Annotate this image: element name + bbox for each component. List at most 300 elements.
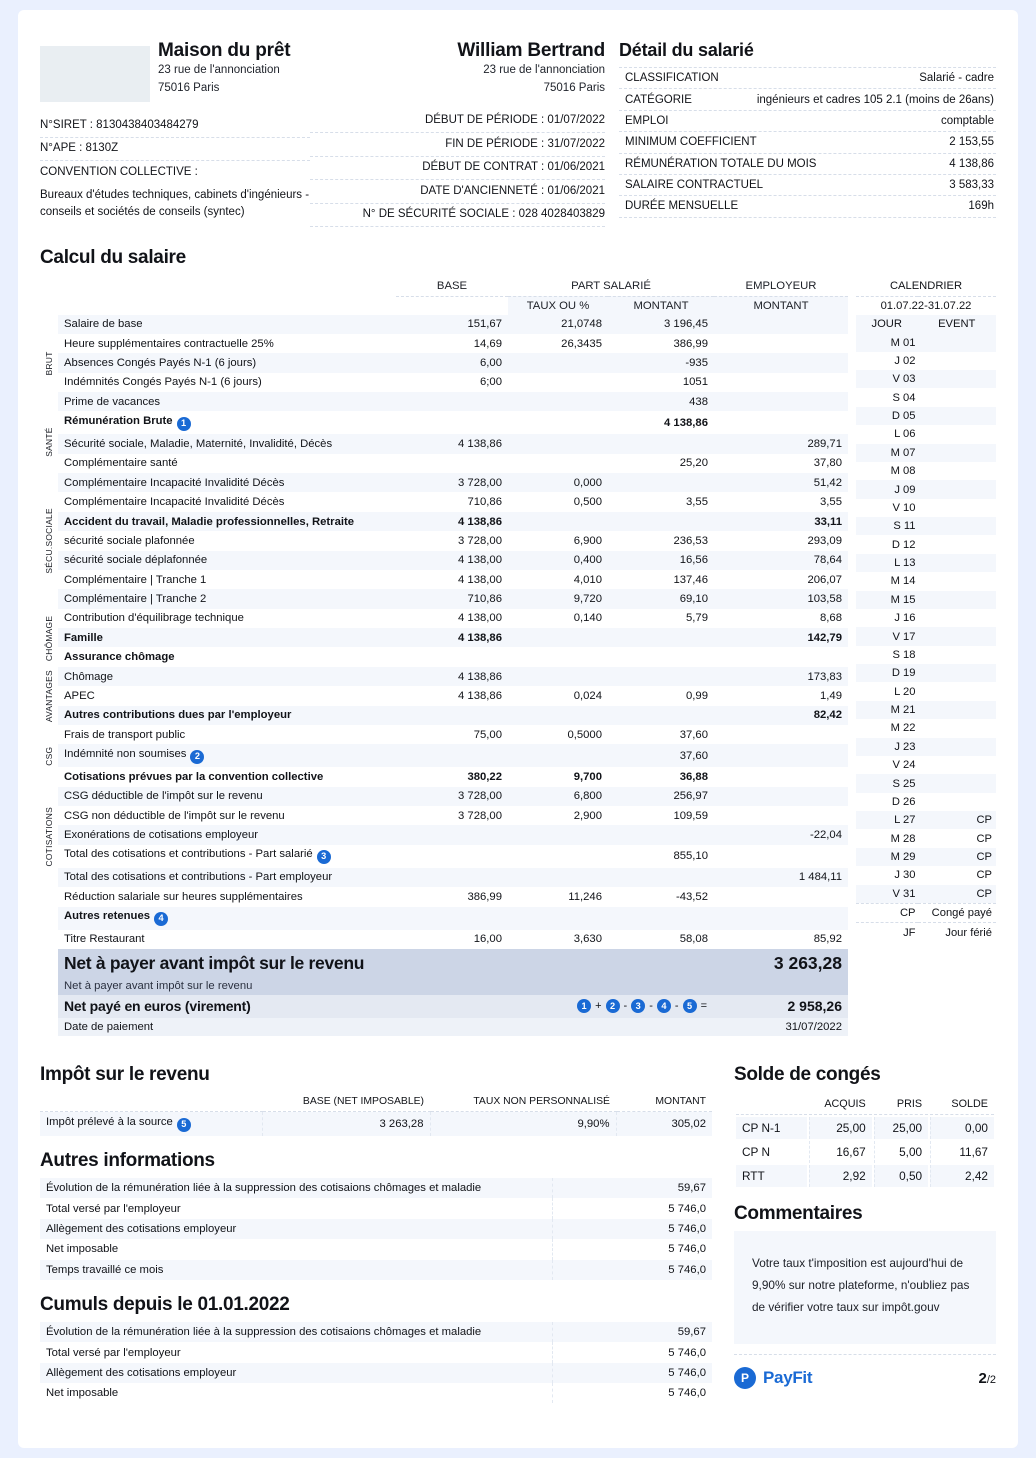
calc-row-label: Sécurité sociale, Maladie, Maternité, Invalidité, Décès xyxy=(58,434,396,453)
employee-detail-title: Détail du salarié xyxy=(619,40,754,60)
calc-row-label: sécurité sociale plafonnée xyxy=(64,534,195,547)
calc-row-employeur xyxy=(714,725,848,744)
conges-row xyxy=(736,1165,994,1187)
calendar-day: L 20 xyxy=(894,685,916,698)
calc-row xyxy=(58,667,848,686)
calc-row xyxy=(58,570,848,589)
employee-detail-value: 4 138,86 xyxy=(949,157,994,170)
calc-row xyxy=(58,930,848,949)
employee-detail-key: SALAIRE CONTRACTUEL xyxy=(625,179,764,192)
calc-row xyxy=(58,628,848,647)
calc-row-base: 4 138,86 xyxy=(396,512,508,531)
calendar-event: CP xyxy=(918,848,997,866)
page-footer xyxy=(734,1354,996,1389)
calendar-day: L 13 xyxy=(856,554,918,572)
calendar-day-row xyxy=(856,591,996,609)
calc-row-employeur: 206,07 xyxy=(807,573,842,586)
cumuls-row xyxy=(40,1322,712,1342)
calc-row-montant: 4 138,86 xyxy=(608,411,714,434)
calc-table xyxy=(58,277,848,1036)
calendar-day: J 30 xyxy=(894,869,916,882)
calc-title: Calcul du salaire xyxy=(40,247,186,269)
calc-row xyxy=(58,725,848,744)
calendar-event xyxy=(918,682,997,700)
calc-row-montant xyxy=(608,907,714,930)
autres-info-label: Allègement des cotisations employeur xyxy=(40,1219,552,1239)
calendar-event: CP xyxy=(918,885,997,904)
calc-row-base xyxy=(396,706,508,725)
calc-row-montant: 256,97 xyxy=(608,787,714,806)
conges-solde: 2,42 xyxy=(930,1165,994,1187)
payment-date-label: Date de paiement xyxy=(58,1018,714,1036)
net-paid-label: Net payé en euros (virement) xyxy=(58,995,508,1017)
calc-row-base: 6;00 xyxy=(480,376,502,389)
conges-row-label: CP N xyxy=(742,1144,770,1159)
cumuls-row xyxy=(40,1363,712,1383)
calc-category-s-cu-sociale: SÉCU.SOCIALE xyxy=(44,508,54,574)
conges-pris: 25,00 xyxy=(874,1117,928,1139)
calc-row-taux: 0,024 xyxy=(573,689,602,702)
cumuls-row xyxy=(40,1383,712,1403)
calc-row-label: Complémentaire santé xyxy=(64,457,178,470)
calc-section xyxy=(40,277,996,1036)
calc-row-montant: -935 xyxy=(608,353,714,372)
calc-row-employeur: 1,49 xyxy=(820,689,842,702)
calc-row xyxy=(58,825,848,844)
calc-row-base xyxy=(396,907,508,930)
calendar-event xyxy=(918,591,997,609)
calendar-day: D 05 xyxy=(856,407,918,425)
calc-row-taux: 4,010 xyxy=(573,573,602,586)
calc-row-employeur: 78,64 xyxy=(714,551,848,570)
company-name-block xyxy=(40,28,310,98)
calc-row-taux: 11,246 xyxy=(568,890,602,903)
autres-info-row xyxy=(40,1178,712,1198)
calc-row-taux: 3,630 xyxy=(573,933,602,946)
calc-row-taux: 0,500 xyxy=(573,496,602,509)
conges-header-row xyxy=(736,1094,994,1115)
employee-detail-key: MINIMUM COEFFICIENT xyxy=(625,136,757,149)
calc-row-label: Titre Restaurant xyxy=(64,933,145,946)
calendar-col-jour: JOUR xyxy=(856,315,918,333)
calendar-day-row xyxy=(856,866,996,884)
calendar-day-row xyxy=(856,425,996,443)
employee-detail-row xyxy=(619,154,996,175)
calc-row xyxy=(58,373,848,392)
company-address-1: 23 rue de l'annonciation xyxy=(158,64,280,76)
contract-start: DÉBUT DE CONTRAT : 01/06/2021 xyxy=(310,157,605,181)
calendar-legend-row xyxy=(856,903,996,922)
impot-col-header: TAUX NON PERSONNALISÉ xyxy=(430,1092,616,1112)
calendar-day: M 15 xyxy=(856,591,918,609)
calendar-event xyxy=(918,664,997,682)
calc-row-employeur: 142,79 xyxy=(714,628,848,647)
calc-row-label: Indémnités Congés Payés N-1 (6 jours) xyxy=(64,376,262,389)
conges-solde: 11,67 xyxy=(930,1141,994,1163)
calendar-day: M 29 xyxy=(856,848,918,866)
calendar-day: M 01 xyxy=(856,333,918,351)
calc-row-base: 4 138,86 xyxy=(458,689,502,702)
calendar-day-row xyxy=(856,664,996,682)
reference-badge-4: 4 xyxy=(154,912,168,926)
calc-row-employeur xyxy=(714,887,848,906)
calc-row-taux xyxy=(508,845,608,868)
calc-row-label: Heure supplémentaires contractuelle 25% xyxy=(64,337,274,350)
calendar-day: M 14 xyxy=(890,575,916,588)
calc-row-label: CSG déductible de l'impôt sur le revenu xyxy=(58,787,396,806)
calc-row-montant xyxy=(608,628,714,647)
calc-row-label: Complémentaire Incapacité Invalidité Décès xyxy=(64,496,285,509)
calendar-day-row xyxy=(856,756,996,774)
conges-acquis: 16,67 xyxy=(809,1141,872,1163)
calc-row-base: 710,86 xyxy=(396,589,508,608)
calc-row-label: Autres contributions dues par l'employeur xyxy=(58,706,396,725)
calc-row-montant: 25,20 xyxy=(679,457,708,470)
calc-row-employeur xyxy=(714,373,848,392)
impot-table xyxy=(40,1092,712,1136)
calendar-day: S 11 xyxy=(856,517,918,535)
calendar-event xyxy=(918,333,997,351)
payfit-mark-icon: P xyxy=(734,1367,756,1389)
calc-row-base: 4 138,86 xyxy=(396,628,508,647)
calendar-event xyxy=(918,793,997,811)
bottom-left xyxy=(40,1050,712,1404)
calendar-legend-key: JF xyxy=(856,923,918,942)
employee-detail-value: 3 583,33 xyxy=(949,179,994,192)
cumuls-row xyxy=(40,1342,712,1362)
calc-row-label: Frais de transport public xyxy=(58,725,396,744)
calendar-day-row xyxy=(856,407,996,425)
calendar-day-row xyxy=(856,627,996,645)
calc-row-employeur xyxy=(714,806,848,825)
calc-row-montant: 438 xyxy=(608,392,714,411)
calendar-event xyxy=(918,352,997,370)
calc-row xyxy=(58,492,848,511)
reference-badge-3: 3 xyxy=(317,850,331,864)
calc-row-employeur xyxy=(714,845,848,868)
calc-row-base xyxy=(396,392,508,411)
employee-detail-key: DURÉE MENSUELLE xyxy=(625,200,739,213)
calc-row-employeur xyxy=(714,353,848,372)
calc-row-montant: 37,60 xyxy=(608,725,714,744)
calc-row-label: Total des cotisations et contributions - Part salarié 3 xyxy=(58,845,396,868)
calc-row xyxy=(58,686,848,705)
calc-row-label: Accident du travail, Maladie professionnelles, Retraite xyxy=(58,512,396,531)
calendar-event xyxy=(918,701,997,719)
cumuls-label: Total versé par l'employeur xyxy=(46,1346,181,1359)
employee-detail-row xyxy=(619,89,996,110)
conges-pris: 5,00 xyxy=(874,1141,928,1163)
autres-info-label: Temps travaillé ce mois xyxy=(40,1260,552,1280)
calendar-day-row xyxy=(856,609,996,627)
calendar-event xyxy=(918,572,997,590)
autres-info-value: 59,67 xyxy=(552,1178,712,1198)
calendar-event xyxy=(918,756,997,774)
calc-row-label: Total des cotisations et contributions - Part employeur xyxy=(58,868,396,887)
net-before-tax-label: Net à payer avant impôt sur le revenu xyxy=(64,952,365,973)
period-start: DÉBUT DE PÉRIODE : 01/07/2022 xyxy=(310,110,605,134)
calc-row-employeur xyxy=(714,334,848,353)
calc-row-label: Complémentaire | Tranche 2 xyxy=(58,589,396,608)
col-header-base: BASE xyxy=(396,277,508,296)
calendar-day-row xyxy=(856,572,996,590)
autres-info-value: 5 746,0 xyxy=(552,1219,712,1239)
calendar-event: CP xyxy=(976,869,992,882)
calc-row-taux xyxy=(508,353,608,372)
calc-row-taux xyxy=(508,907,608,930)
calendar-event xyxy=(918,535,997,553)
calc-row-taux xyxy=(508,667,608,686)
company-address-2: 75016 Paris xyxy=(158,81,220,94)
calc-row-montant: 36,88 xyxy=(679,770,708,783)
cumuls-label: Allègement des cotisations employeur xyxy=(40,1363,552,1383)
calendar-day: M 28 xyxy=(890,832,916,845)
conges-solde: 0,00 xyxy=(930,1117,994,1139)
employee-detail-row xyxy=(619,175,996,196)
calc-row-taux: 0,140 xyxy=(508,609,608,628)
calc-row-montant xyxy=(608,825,714,844)
calc-row-base: 6,00 xyxy=(396,353,508,372)
calendar-event xyxy=(918,627,997,645)
calc-category-csg: CSG xyxy=(44,746,54,766)
calc-row xyxy=(58,887,848,906)
employee-detail-row xyxy=(619,196,996,217)
calendar-day-row xyxy=(856,444,996,462)
category-rail xyxy=(40,277,58,1036)
calc-category-cotisations: COTISATIONS xyxy=(44,807,54,867)
calendar-range-row xyxy=(856,296,996,315)
calendar-header-row xyxy=(856,315,996,333)
formula-operator: = xyxy=(700,1000,707,1013)
conges-col-header: PRIS xyxy=(874,1094,928,1115)
calc-row xyxy=(58,706,848,725)
calendar-event xyxy=(918,444,997,462)
calendar-event xyxy=(918,462,997,480)
impot-col-header: MONTANT xyxy=(616,1092,712,1112)
impot-row-taux: 9,90% xyxy=(430,1112,616,1136)
calc-row-montant: 37,60 xyxy=(608,744,714,767)
calc-row-base xyxy=(396,825,508,844)
conges-row xyxy=(736,1117,994,1139)
company-name: Maison du prêt xyxy=(158,40,291,61)
calc-row-base: 14,69 xyxy=(473,337,502,350)
calendar-legend-key: CP xyxy=(856,903,918,922)
calc-row xyxy=(58,767,848,786)
calc-row-montant: 5,79 xyxy=(608,609,714,628)
formula-operator: - xyxy=(649,1000,653,1013)
calc-row-base xyxy=(396,868,508,887)
impot-row-montant: 305,02 xyxy=(616,1112,712,1136)
calc-row-montant: 16,56 xyxy=(608,551,714,570)
calc-row-employeur xyxy=(714,392,848,411)
net-paid-formula xyxy=(508,995,714,1017)
cumuls-label: Net imposable xyxy=(46,1387,119,1400)
calc-row-employeur: -22,04 xyxy=(714,825,848,844)
calendar-day: D 12 xyxy=(891,538,916,551)
calendar-day-row xyxy=(856,701,996,719)
calc-row-base xyxy=(396,845,508,868)
convention-label: CONVENTION COLLECTIVE : xyxy=(40,165,198,178)
calc-row-montant xyxy=(608,706,714,725)
employee-detail-value: Salarié - cadre xyxy=(919,72,994,85)
calendar-day: D 19 xyxy=(856,664,918,682)
calendar-event xyxy=(918,738,997,756)
calendar-day-row xyxy=(856,848,996,866)
calc-row-taux: 26,3435 xyxy=(561,337,602,350)
calc-row-employeur: 82,42 xyxy=(714,706,848,725)
impot-row xyxy=(40,1112,712,1136)
calc-row-taux xyxy=(508,744,608,767)
calc-row-employeur: 1 484,11 xyxy=(714,868,848,887)
employee-detail-value: 2 153,55 xyxy=(949,136,994,149)
payfit-logo xyxy=(734,1367,812,1389)
cumuls-value: 5 746,0 xyxy=(552,1342,712,1362)
autres-info-value: 5 746,0 xyxy=(552,1239,712,1259)
calc-row xyxy=(58,647,848,666)
col-header-taux: TAUX OU % xyxy=(508,296,608,315)
calendar-day: M 21 xyxy=(856,701,918,719)
impot-title: Impôt sur le revenu xyxy=(40,1063,210,1085)
calc-row-montant xyxy=(608,512,714,531)
conges-acquis: 2,92 xyxy=(809,1165,872,1187)
calendar-day-row xyxy=(856,682,996,700)
calc-row-label: APEC xyxy=(64,689,95,702)
employee-name: William Bertrand xyxy=(457,40,605,61)
calc-row-montant: 3 196,45 xyxy=(608,315,714,334)
conges-col-header: SOLDE xyxy=(930,1094,994,1115)
formula-operator: - xyxy=(623,1000,628,1013)
calc-row-label: Salaire de base xyxy=(58,315,396,334)
calendar-day-row xyxy=(856,517,996,535)
calc-row-base xyxy=(396,411,508,434)
calc-row xyxy=(58,531,848,550)
calc-row-taux: 6,800 xyxy=(508,787,608,806)
calc-row-base: 4 138,86 xyxy=(396,434,508,453)
calc-row-employeur: 173,83 xyxy=(714,667,848,686)
calc-row-montant: 236,53 xyxy=(673,534,708,547)
calc-row-label: Famille xyxy=(58,628,396,647)
calc-row-label: Contribution d'équilibrage technique xyxy=(58,609,396,628)
calc-row-taux: 0,000 xyxy=(508,473,608,492)
net-before-tax-row xyxy=(58,949,848,977)
calc-row-base: 151,67 xyxy=(396,315,508,334)
convention-text: Bureaux d'études techniques, cabinets d'ingénieurs - conseils et sociétés de conseils (syntec) xyxy=(40,188,310,218)
employee-detail-key: CLASSIFICATION xyxy=(625,72,719,85)
calc-row-employeur: 293,09 xyxy=(807,534,842,547)
calc-row-label: Réduction salariale sur heures supplémentaires xyxy=(64,890,303,903)
calc-row-taux xyxy=(508,392,608,411)
calc-row-employeur: 33,11 xyxy=(714,512,848,531)
calc-row-base: 3 728,00 xyxy=(458,809,502,822)
calendar-day-row xyxy=(856,462,996,480)
period-end: FIN DE PÉRIODE : 31/07/2022 xyxy=(310,133,605,157)
calendar-title: CALENDRIER xyxy=(856,277,996,296)
autres-info-value: 5 746,0 xyxy=(552,1260,712,1280)
calc-row-taux: 0,5000 xyxy=(508,725,608,744)
seniority-date: DATE D'ANCIENNETÉ : 01/06/2021 xyxy=(310,180,605,204)
calendar-day: M 08 xyxy=(890,465,916,478)
calc-category-brut: BRUT xyxy=(44,351,54,376)
calc-row xyxy=(58,411,848,434)
calc-row-base: 4 138,00 xyxy=(458,573,502,586)
calc-row-base xyxy=(396,454,508,473)
calc-row-montant xyxy=(608,868,714,887)
calc-row-montant xyxy=(608,434,714,453)
net-before-tax-sub-row xyxy=(58,977,848,995)
calendar-event xyxy=(918,774,997,792)
employee-address-1: 23 rue de l'annonciation xyxy=(483,64,605,76)
calc-row-montant: 58,08 xyxy=(679,933,708,946)
conges-col-header: ACQUIS xyxy=(809,1094,872,1115)
calendar-day: V 24 xyxy=(892,759,916,772)
calc-row-label: Chômage xyxy=(58,667,396,686)
calc-row-taux xyxy=(508,512,608,531)
calendar-day: V 31 xyxy=(856,885,918,904)
calc-row-employeur xyxy=(714,411,848,434)
payment-date-value: 31/07/2022 xyxy=(714,1018,848,1036)
calc-row-base xyxy=(396,744,508,767)
cumuls-value: 5 746,0 xyxy=(552,1363,712,1383)
employee-detail-block xyxy=(605,28,996,218)
calendar-day-row xyxy=(856,480,996,498)
col-header-employeur: EMPLOYEUR xyxy=(714,277,848,296)
calc-row-montant: 69,10 xyxy=(608,589,714,608)
payfit-wordmark: PayFit xyxy=(763,1368,813,1388)
calc-row-taux xyxy=(508,647,608,666)
calendar-day-row xyxy=(856,811,996,829)
employee-detail-key: CATÉGORIE xyxy=(625,93,692,106)
calc-row-taux xyxy=(508,373,608,392)
calc-row-employeur xyxy=(714,767,848,786)
commentaires-title: Commentaires xyxy=(734,1202,863,1224)
calc-row-label: Indémnité non soumises 2 xyxy=(58,744,396,767)
calc-row-taux: 2,900 xyxy=(573,809,602,822)
cumuls-title: Cumuls depuis le 01.01.2022 xyxy=(40,1293,290,1315)
impot-row-label: Impôt prélevé à la source 5 xyxy=(40,1112,262,1136)
employee-detail-list xyxy=(619,67,996,218)
calc-table-wrap xyxy=(58,277,848,1036)
reference-badge-1: 1 xyxy=(177,417,191,431)
calendar-day-row xyxy=(856,738,996,756)
calc-row xyxy=(58,806,848,825)
conges-row-label: RTT xyxy=(736,1165,807,1187)
autres-title: Autres informations xyxy=(40,1150,215,1172)
calc-row-taux xyxy=(508,628,608,647)
calendar-day: M 07 xyxy=(856,444,918,462)
calendar-wrap xyxy=(856,277,996,1036)
calendar-legend-value: Jour férié xyxy=(918,923,997,942)
calc-row-label: Autres retenues 4 xyxy=(58,907,396,930)
employee-detail-value: comptable xyxy=(940,114,994,127)
calc-row-montant: 109,59 xyxy=(673,809,708,822)
calc-category-sant-: SANTÉ xyxy=(44,427,54,457)
calc-row-base: 3 728,00 xyxy=(396,473,508,492)
calendar-day: V 03 xyxy=(856,370,918,388)
calendar-day: J 23 xyxy=(856,738,918,756)
calc-row xyxy=(58,434,848,453)
autres-info-label: Total versé par l'employeur xyxy=(46,1202,181,1215)
autres-info-row xyxy=(40,1260,712,1280)
calc-row-label: Absences Congés Payés N-1 (6 jours) xyxy=(58,353,396,372)
commentaires-box xyxy=(734,1231,996,1344)
calendar-event xyxy=(918,646,997,664)
calc-row xyxy=(58,744,848,767)
calc-row-taux: 6,900 xyxy=(573,534,602,547)
calc-row-taux xyxy=(508,434,608,453)
calendar-day: V 10 xyxy=(892,501,916,514)
calc-row xyxy=(58,609,848,628)
autres-table xyxy=(40,1178,712,1280)
